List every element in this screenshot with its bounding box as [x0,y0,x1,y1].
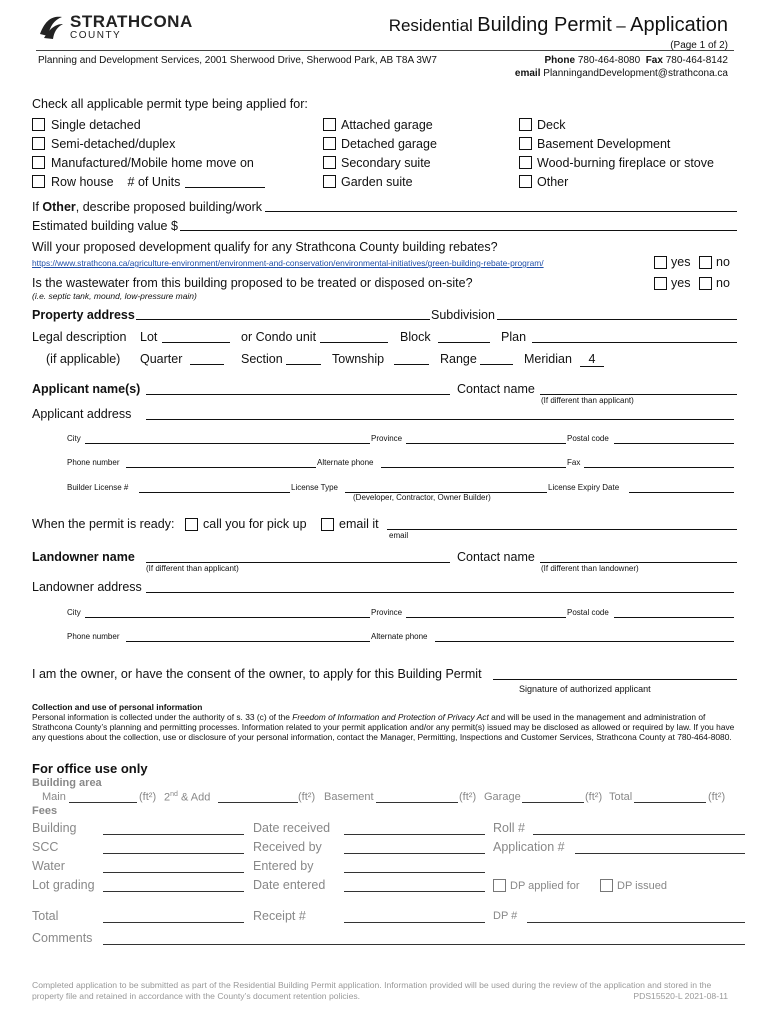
checkbox[interactable] [321,518,334,531]
permit-label: Attached garage [341,117,433,132]
landowner-alt-phone-field[interactable] [435,641,734,642]
applicant-province-label: Province [371,434,403,443]
landowner-contact-label: Contact name [457,550,535,564]
title-dash: – [616,16,626,35]
area-garage-field[interactable] [522,802,584,803]
ready-email-field[interactable] [387,529,737,530]
phone-value: 780-464-8080 [577,55,641,66]
permit-label: Wood-burning fireplace or stove [537,155,714,170]
landowner-city-label: City [67,608,81,617]
comments-field[interactable] [103,944,745,945]
applicant-name-field[interactable] [146,394,450,395]
fee-scc-field[interactable] [103,853,244,854]
township-field[interactable] [394,364,429,365]
landowner-phone-field[interactable] [126,641,370,642]
applicant-postal-label: Postal code [567,434,609,443]
lot-label: Lot [140,330,158,344]
area-basement-field[interactable] [376,802,458,803]
checkbox[interactable] [493,879,506,892]
date-entered-field[interactable] [344,891,485,892]
area-main-label: Main [42,791,66,803]
date-received-field[interactable] [344,834,485,835]
fee-water-field[interactable] [103,872,244,873]
email-it-option[interactable] [321,517,379,531]
received-by-label: Received by [253,840,322,854]
privacy-text [32,712,740,743]
permit-type-col2 [323,115,437,191]
fees-label: Fees [32,805,58,817]
landowner-postal-label: Postal code [567,608,609,617]
rebate-no-option[interactable] [699,255,730,269]
second-num: 2 [164,791,171,804]
form-title [389,14,728,37]
email-label: email [514,68,541,79]
permit-label: Secondary suite [341,155,431,170]
area-basement-label: Basement [324,791,374,803]
checkbox[interactable] [654,256,667,269]
applicant-city-label: City [67,434,81,443]
permit-detached-garage[interactable] [323,134,437,153]
license-expiry-field[interactable] [629,492,734,493]
landowner-name-field[interactable] [146,562,450,563]
receipt-field[interactable] [344,922,485,923]
landowner-name-label: Landowner name [32,550,135,564]
condo-label: or Condo unit [241,330,317,344]
total-label: Total [32,909,59,923]
checkbox[interactable] [519,137,532,150]
permit-label: Single detached [51,117,141,132]
permit-deck[interactable] [519,115,714,134]
rebate-question: Will your proposed development qualify for any Strathcona County building rebates? [32,240,498,254]
other-describe-field[interactable] [265,211,737,212]
total-field[interactable] [103,922,244,923]
permit-label: Manufactured/Mobile home move on [51,155,254,170]
dp-issued-label: DP issued [617,879,667,892]
footer-note: Completed application to be submitted as part of the Residential Building Permit application. Information provided will be used during the review of the application and stored in the property file and retained in accordance with the County’s document retention policies. [32,980,712,1001]
landowner-province-field[interactable] [406,617,566,618]
office-use-heading: For office use only [32,761,148,776]
applicant-fax-label: Fax [567,458,581,467]
block-field[interactable] [438,342,490,343]
dp-num-field[interactable] [527,922,745,923]
permit-label: Garden suite [341,174,413,189]
dp-applied-option[interactable] [493,879,580,892]
no-label: no [716,255,730,269]
area-second-unit: (ft²) [298,791,316,803]
email-value: PlanningandDevelopment@strathcona.ca [543,68,728,79]
permit-semi-detached[interactable] [32,134,265,153]
subdivision-field[interactable] [497,319,737,320]
other-describe-label [32,200,262,214]
fax-value: 780-464-8142 [665,55,728,66]
landowner-alt-phone-label: Alternate phone [371,632,428,641]
wastewater-note: (i.e. septic tank, mound, low-pressure main) [32,291,197,301]
dp-issued-option[interactable] [600,879,667,892]
area-garage-label: Garage [484,791,521,803]
permit-row-house[interactable] [32,172,265,191]
permit-garden-suite[interactable] [323,172,437,191]
checkbox[interactable] [32,118,45,131]
dp-num-label: DP # [493,910,518,922]
fax-label: Fax [645,55,663,66]
other-prefix: If [32,200,43,214]
area-second-field[interactable] [218,802,298,803]
applicant-phone-field[interactable] [126,467,316,468]
checkbox[interactable] [323,175,336,188]
title-end: Application [630,14,728,36]
ready-email-note: email [389,531,409,540]
application-num-field[interactable] [575,853,745,854]
call-option-label: call you for pick up [203,517,307,531]
area-total-field[interactable] [634,802,706,803]
landowner-phone-label: Phone number [67,632,120,641]
permit-fireplace[interactable] [519,153,714,172]
applicant-contact-field[interactable] [540,394,737,395]
receipt-label: Receipt # [253,909,306,923]
privacy-act-name: Freedom of Information and Protection of Privacy Act [292,712,489,722]
header-divider [36,50,734,51]
second-add: & Add [180,791,211,804]
checkbox[interactable] [519,156,532,169]
landowner-name-note: (If different than applicant) [146,564,239,573]
property-address-field[interactable] [136,319,430,320]
permit-type-col1 [32,115,265,191]
privacy-text-a: Personal information is collected under the authority of s. 33 (c) of the [32,712,293,722]
units-label: # of Units [127,174,181,189]
email-option-label: email it [339,517,379,531]
checkbox[interactable] [654,277,667,290]
plan-label: Plan [501,330,527,344]
if-applicable-label: (if applicable) [46,352,121,366]
wastewater-yes-option[interactable] [654,276,690,290]
checkbox[interactable] [323,137,336,150]
fee-lot-grading-label: Lot grading [32,878,95,892]
no-label: no [716,276,730,290]
applicant-alt-phone-label: Alternate phone [317,458,374,467]
builder-license-field[interactable] [139,492,290,493]
meridian-value[interactable]: 4 [580,352,604,367]
applicant-phone-label: Phone number [67,458,120,467]
logo-swoosh-icon [38,14,64,40]
title-small: Residential [388,16,473,35]
privacy-text-b: and will be used in the management and administration of Strathcona County’s planning and permitting processes. Information related to your permit application and/or any permit(s) issued may be disclosed as allowed or required by law. If you have any questions about the collection, use or disclosure of your personal information, contact the Manager, Permitting, Inspections and Customer Services, Strathcona County at 780-464-8080. [32,712,735,743]
range-field[interactable] [480,364,513,365]
legal-description-label: Legal description [32,330,127,344]
meridian-label: Meridian [524,352,572,366]
checkbox[interactable] [323,118,336,131]
date-received-label: Date received [253,821,331,835]
permit-label: Other [537,174,569,189]
area-basement-unit: (ft²) [459,791,477,803]
second-sup: nd [170,791,178,798]
application-num-label: Application # [493,840,565,854]
permit-single-detached[interactable] [32,115,265,134]
building-area-label: Building area [32,777,102,789]
other-rest: , describe proposed building/work [75,200,262,214]
landowner-postal-field[interactable] [614,617,734,618]
permit-label: Detached garage [341,136,437,151]
township-label: Township [332,352,385,366]
date-entered-label: Date entered [253,878,326,892]
permit-label: Deck [537,117,566,132]
license-type-label: License Type [291,483,338,492]
privacy-heading: Collection and use of personal information [32,702,203,712]
permit-attached-garage[interactable] [323,115,437,134]
applicant-contact-label: Contact name [457,382,535,396]
area-total-unit: (ft²) [708,791,726,803]
phone-label: Phone [544,55,576,66]
wastewater-question: Is the wastewater from this building proposed to be treated or disposed on-site? [32,276,473,290]
roll-field[interactable] [533,834,745,835]
quarter-label: Quarter [140,352,183,366]
applicant-name-label: Applicant name(s) [32,382,141,396]
fee-water-label: Water [32,859,65,873]
permit-type-col3 [519,115,714,191]
fee-building-label: Building [32,821,77,835]
logo-line1: STRATHCONA [70,12,193,31]
dp-applied-label: DP applied for [510,879,580,892]
fee-scc-label: SCC [32,840,59,854]
wastewater-no-option[interactable] [699,276,730,290]
call-pickup-option[interactable] [185,517,307,531]
yes-label: yes [671,255,691,269]
area-main-field[interactable] [69,802,137,803]
building-value-field[interactable] [180,230,737,231]
area-second-label [164,791,210,804]
consent-statement: I am the owner, or have the consent of the owner, to apply for this Building Permit [32,667,482,681]
area-garage-unit: (ft²) [585,791,603,803]
form-id: PDS15520-L 2021-08-11 [629,991,728,1001]
landowner-city-field[interactable] [85,617,370,618]
logo-line2: COUNTY [70,30,122,41]
permit-label: Semi-detached/duplex [51,136,176,151]
lot-field[interactable] [162,342,230,343]
permit-other[interactable] [519,172,714,191]
rebate-link[interactable]: https://www.strathcona.ca/agriculture-environment/environment-and-conservation/environmental-initiatives/green-building-rebate-program/ [32,258,544,268]
landowner-contact-field[interactable] [540,562,737,563]
permit-basement[interactable] [519,134,714,153]
title-large: Building Permit [477,14,612,36]
fee-lot-grading-field[interactable] [103,891,244,892]
entered-by-field[interactable] [344,872,485,873]
units-field[interactable] [185,176,265,188]
range-label: Range [440,352,477,366]
phone-fax-line [545,55,728,66]
office-address: Planning and Development Services, 2001 Sherwood Drive, Sherwood Park, AB T8A 3W7 [38,55,437,66]
checkbox[interactable] [32,175,45,188]
checkbox[interactable] [699,277,712,290]
applicant-postal-field[interactable] [614,443,734,444]
yes-label: yes [671,276,691,290]
area-total-label: Total [609,791,633,803]
checkbox[interactable] [600,879,613,892]
permit-type-prompt: Check all applicable permit type being applied for: [32,97,308,111]
landowner-province-label: Province [371,608,403,617]
comments-label: Comments [32,931,93,945]
county-logo [38,12,193,44]
section-label: Section [241,352,283,366]
builder-license-label: Builder License # [67,483,129,492]
license-expiry-label: License Expiry Date [548,483,620,492]
checkbox[interactable] [519,118,532,131]
checkbox[interactable] [32,137,45,150]
plan-field[interactable] [532,342,737,343]
applicant-contact-note: (If different than applicant) [541,396,634,405]
signature-field[interactable] [493,679,737,680]
applicant-province-field[interactable] [406,443,566,444]
applicant-address-label: Applicant address [32,407,132,421]
property-address-label: Property address [32,308,135,322]
area-main-unit: (ft²) [139,791,157,803]
received-by-field[interactable] [344,853,485,854]
checkbox[interactable] [32,156,45,169]
section-field[interactable] [286,364,321,365]
email-line [515,68,728,79]
applicant-alt-phone-field[interactable] [381,467,566,468]
roll-label: Roll # [493,821,525,835]
entered-by-label: Entered by [253,859,314,873]
applicant-city-field[interactable] [85,443,370,444]
block-label: Block [400,330,431,344]
license-type-note: (Developer, Contractor, Owner Builder) [353,493,491,502]
checkbox[interactable] [519,175,532,188]
permit-secondary-suite[interactable] [323,153,437,172]
rebate-yes-option[interactable] [654,255,690,269]
signature-note: Signature of authorized applicant [519,684,651,694]
permit-label: Row house [51,174,114,189]
applicant-address-field[interactable] [146,419,734,420]
other-bold: Other [42,200,76,214]
building-value-label: Estimated building value $ [32,219,178,233]
checkbox[interactable] [185,518,198,531]
landowner-address-label: Landowner address [32,580,142,594]
landowner-contact-note: (If different than landowner) [541,564,639,573]
fee-building-field[interactable] [103,834,244,835]
checkbox[interactable] [323,156,336,169]
permit-label: Basement Development [537,136,671,151]
checkbox[interactable] [699,256,712,269]
permit-manufactured-home[interactable] [32,153,265,172]
condo-field[interactable] [320,342,388,343]
applicant-fax-field[interactable] [584,467,734,468]
subdivision-label: Subdivision [431,308,495,322]
permit-ready-label: When the permit is ready: [32,517,175,531]
quarter-field[interactable] [190,364,224,365]
landowner-address-field[interactable] [146,592,734,593]
page-indicator: (Page 1 of 2) [670,40,728,51]
